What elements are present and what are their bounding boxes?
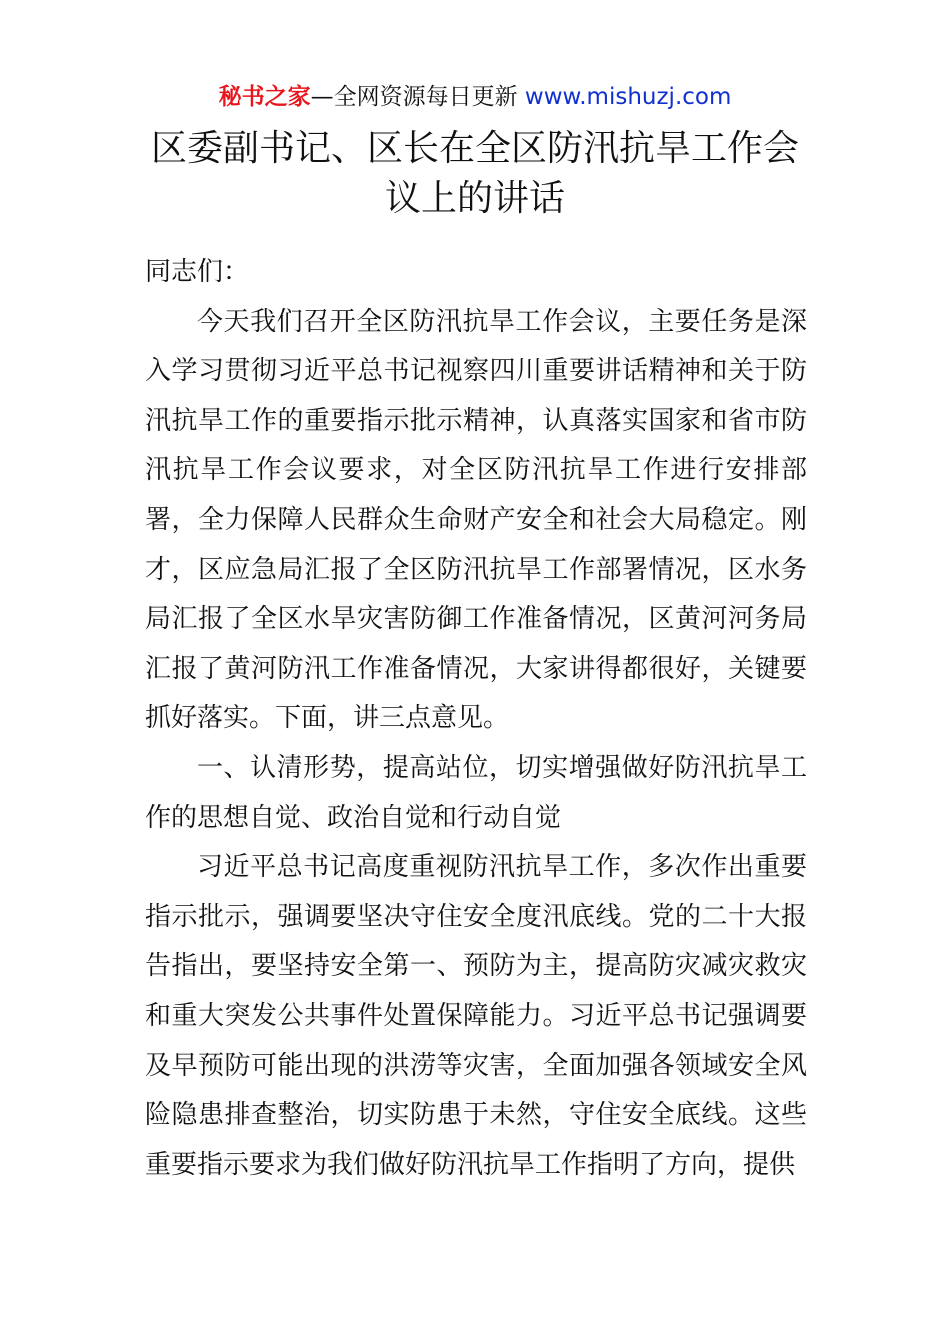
document-body	[145, 248, 807, 1190]
site-url-link[interactable]: www.mishuzj.com	[524, 84, 732, 110]
site-header	[0, 80, 950, 114]
site-brand: 秘书之家	[218, 84, 311, 110]
site-tagline: —全网资源每日更新	[310, 84, 525, 110]
document-title: 区委副书记、区长在全区防汛抗旱工作会议上的讲话	[150, 128, 799, 219]
section-heading-1: 一、认清形势，提高站位，切实增强做好防汛抗旱工作的思想自觉、政治自觉和行动自觉	[145, 752, 807, 833]
salutation: 同志们：	[145, 257, 250, 287]
paragraph-section-1: 习近平总书记高度重视防汛抗旱工作，多次作出重要指示批示，强调要坚决守住安全度汛底线。党的二十大报告指出，要坚持安全第一、预防为主，提高防灾减灾救灾和重大突发公共事件处置保障能力。习近平总书记强调要及早预防可能出现的洪涝等灾害，全面加强各领域安全风险隐患排查整治，切实防患于未然，守住安全底线。这些重要指示要求为我们做好防汛抗旱工作指明了方向，提供	[145, 852, 807, 1180]
paragraph-intro: 今天我们召开全区防汛抗旱工作会议，主要任务是深入学习贯彻习近平总书记视察四川重要讲话精神和关于防汛抗旱工作的重要指示批示精神，认真落实国家和省市防汛抗旱工作会议要求，对全区防汛抗旱工作进行安排部署，全力保障人民群众生命财产安全和社会大局稳定。刚才，区应急局汇报了全区防汛抗旱工作部署情况，区水务局汇报了全区水旱灾害防御工作准备情况，区黄河河务局汇报了黄河防汛工作准备情况，大家讲得都很好，关键要抓好落实。下面，讲三点意见。	[145, 306, 807, 734]
